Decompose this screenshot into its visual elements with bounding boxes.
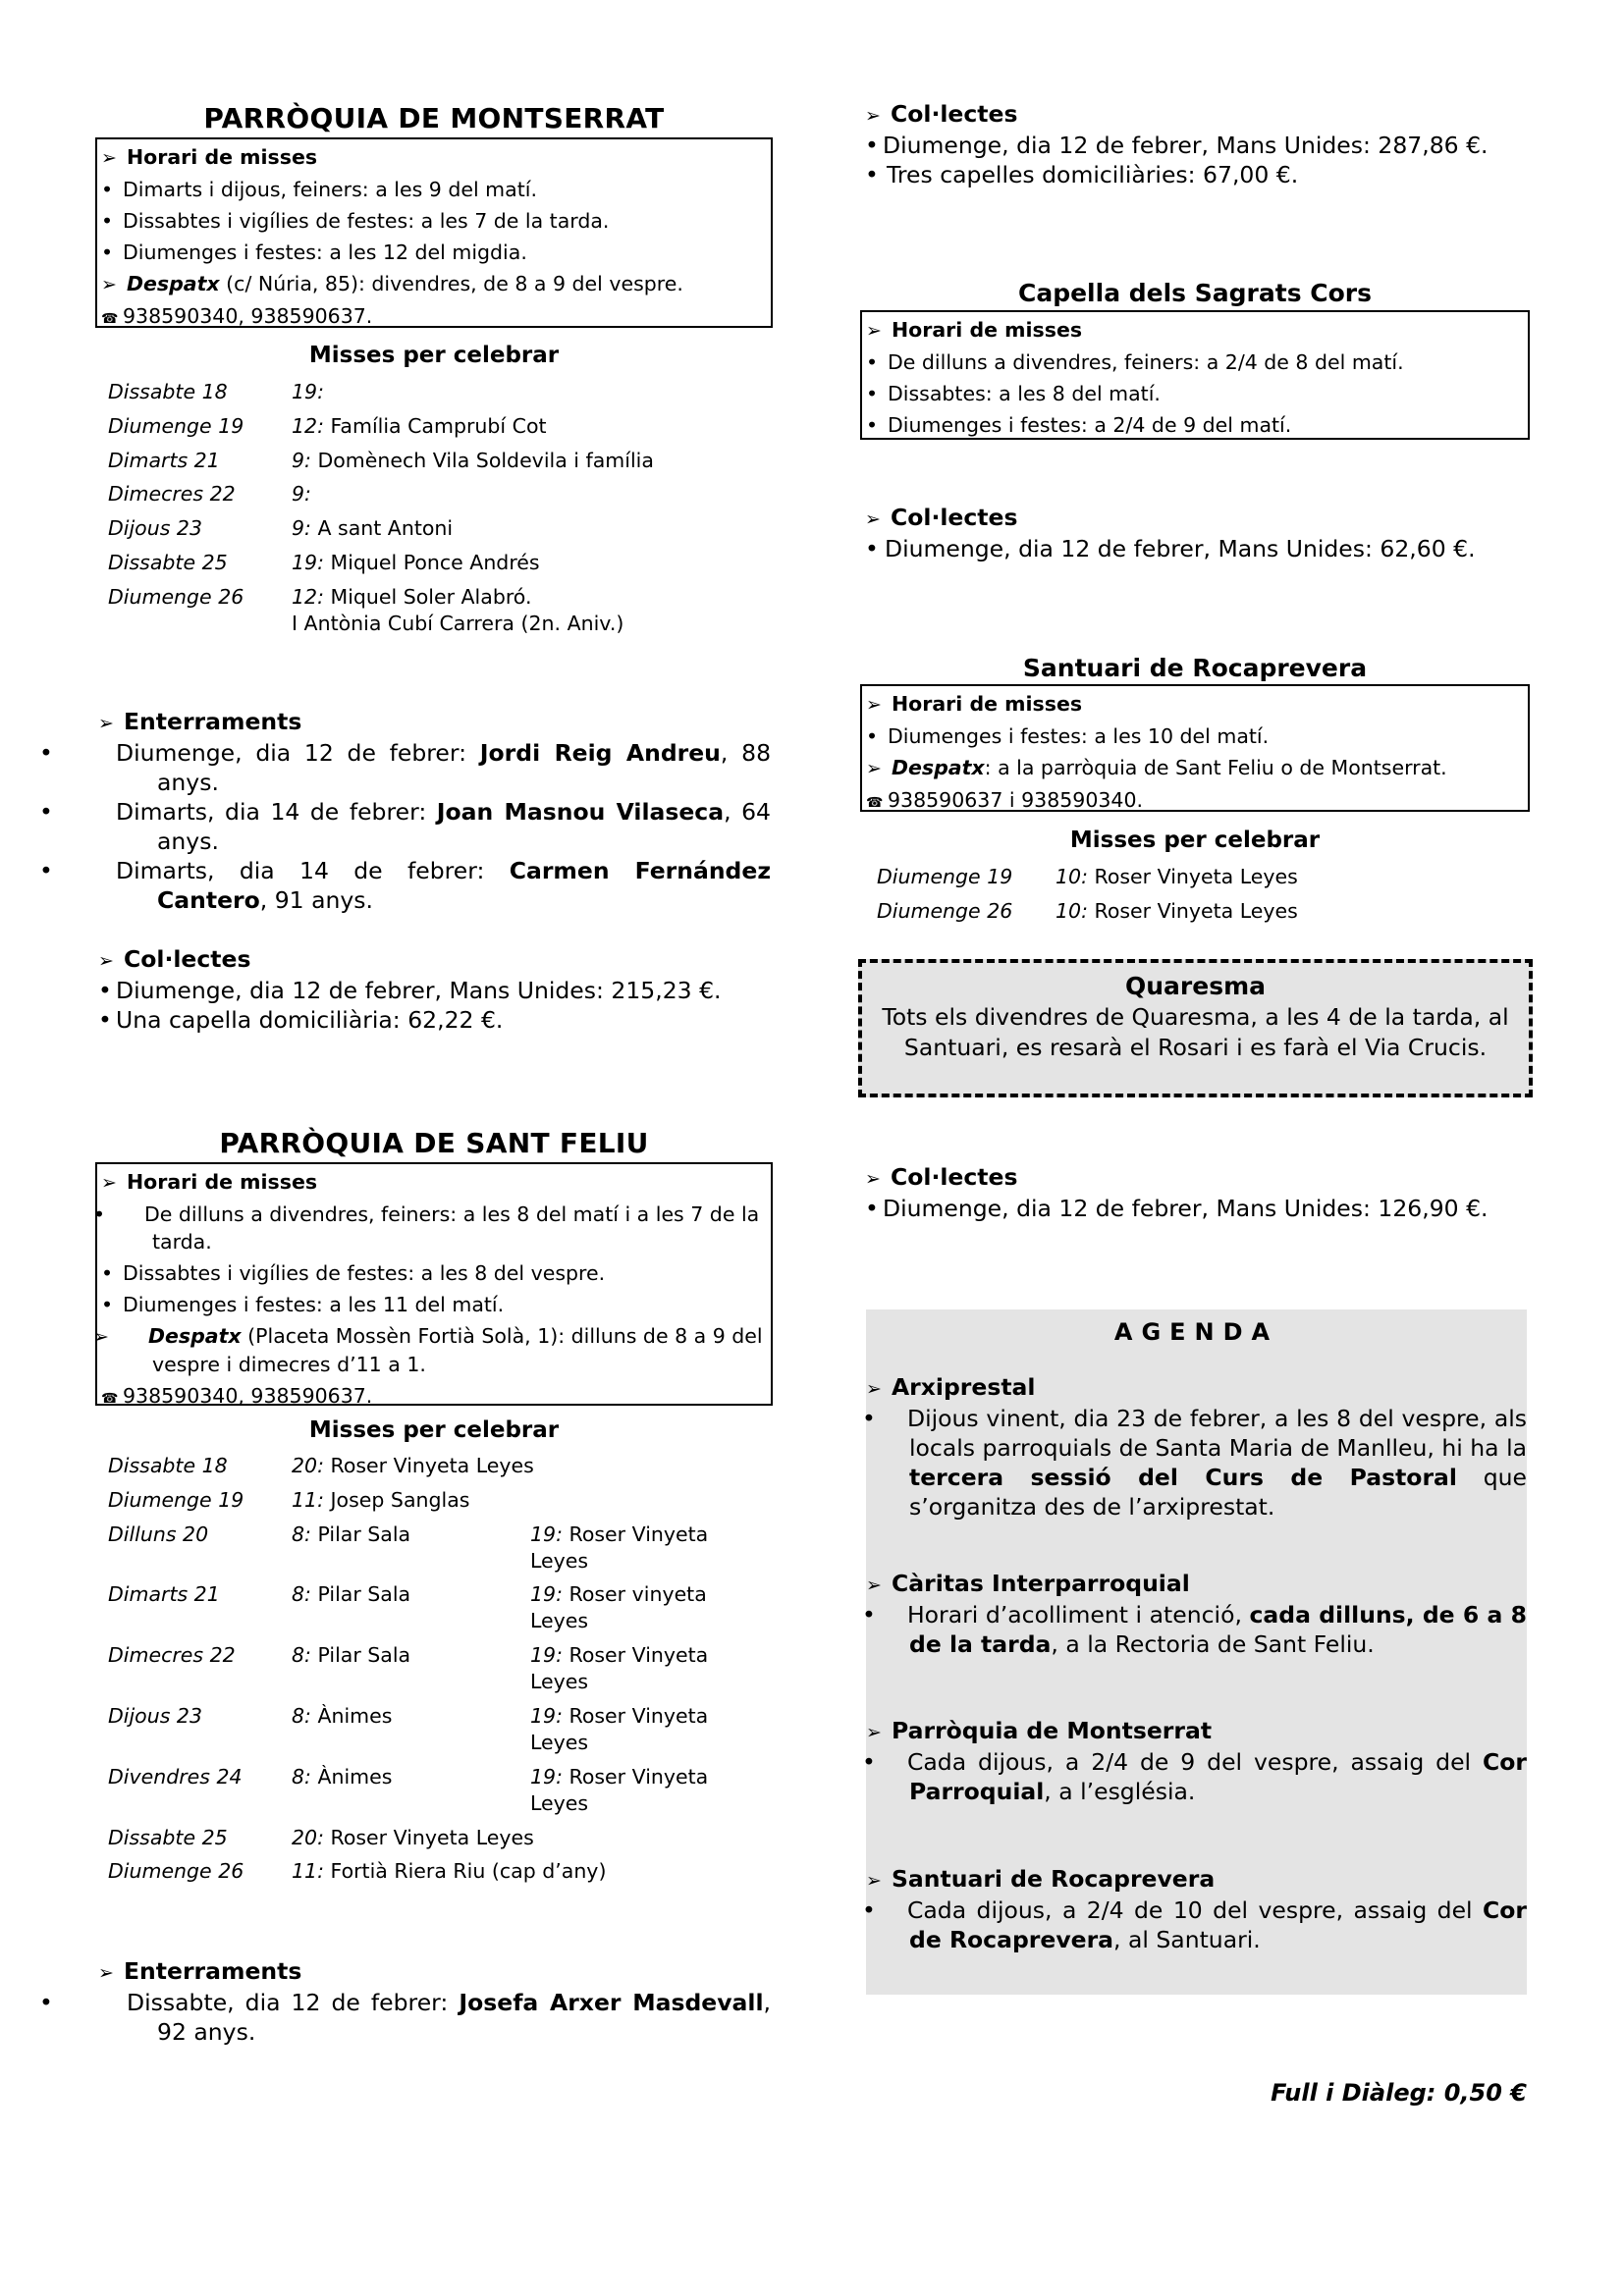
horari-item: • Diumenges i festes: a les 10 del matí. [866, 721, 1528, 752]
phone-icon: ☎ [866, 795, 884, 811]
burial-item: • Dissabte, dia 12 de febrer: Josefa Arxer Masdevall, 92 anys. [39, 1989, 771, 2046]
montserrat-collectes [98, 944, 776, 1035]
bullet-icon: • [865, 161, 879, 188]
bullet-icon: • [98, 977, 112, 1004]
arrow-icon: ➢ [93, 1326, 109, 1348]
agenda-item-text: • Horari d’acolliment i atenció, cada dilluns, de 6 a 8 de la tarda, a la Rectoria de Sant Feliu. [862, 1601, 1528, 1658]
section-heading: ➢ Enterraments [98, 707, 771, 738]
collection-item: • Diumenge, dia 12 de febrer, Mans Unides: 126,90 €. [865, 1195, 1489, 1222]
right-top-collectes [865, 99, 1543, 189]
horari-heading: ➢ Horari de misses [101, 1166, 771, 1199]
bullet-icon: • [39, 1989, 53, 2016]
horari-item: • Dimarts i dijous, feiners: a les 9 del matí. [101, 174, 771, 205]
bullet-icon: • [866, 350, 879, 374]
bullet-icon: • [862, 1748, 876, 1776]
rocaprevera-collectes [865, 1162, 1543, 1223]
despatx-line: ➢ Despatx: a la parròquia de Sant Feliu o de Montserrat. [866, 752, 1528, 784]
bullet-icon: • [98, 1006, 112, 1034]
horari-item: • Dissabtes i vigílies de festes: a les 7 de la tarda. [101, 205, 771, 237]
burial-item: • Diumenge, dia 12 de febrer: Jordi Reig Andreu, 88 anys. [39, 739, 772, 796]
agenda-item-heading: ➢ Arxiprestal [866, 1372, 1527, 1404]
bullet-icon: • [862, 1601, 876, 1629]
agenda-item-text: • Cada dijous, a 2/4 de 10 del vespre, assaig del Cor de Rocaprevera, al Santuari. [862, 1896, 1527, 1953]
sant-feliu-misses-list: Dissabte 18 20: Roser Vinyeta Leyes Diumenge 19 11: Josep Sanglas Dilluns 20 8: Pilar Sala 19: Roser Vinyeta Leyes Dimarts 21 8: Pilar Sala 19: Roser vinyeta Leyes Dimecres 22 8: Pilar Sala 19: Roser Vinyeta Leyes Dijous 23 8: Ànimes 19: Roser Vinyeta Leyes Divendres 24 8: Ànimes 19: Roser Vinyeta Leyes Dissabte 25 20: Roser Vinyeta Leyes Diumenge 26 11: Fortià Riera Riu (cap d’any) [108, 1454, 709, 1883]
arrow-icon: ➢ [98, 950, 114, 972]
sant-feliu-enterraments [39, 1956, 771, 2047]
montserrat-misses-heading: Misses per celebrar [308, 343, 560, 368]
horari-heading: ➢ Horari de misses [101, 141, 771, 174]
horari-item: • De dilluns a divendres, feiners: a 2/4 de 8 del matí. [866, 347, 1528, 378]
collection-item: • Una capella domiciliària: 62,22 €. [98, 1006, 504, 1034]
bullet-icon: • [101, 178, 114, 201]
arrow-icon: ➢ [865, 508, 881, 530]
agenda-item-heading: ➢ Santuari de Rocaprevera [866, 1864, 1527, 1896]
agenda-item-heading: ➢ Càritas Interparroquial [866, 1569, 1527, 1600]
section-heading: ➢ Col·lectes [865, 503, 1543, 534]
arrow-icon: ➢ [866, 320, 882, 342]
quaresma-title: Quaresma [1124, 972, 1266, 1000]
despatx-line: ➢ Despatx (c/ Núria, 85): divendres, de 8 a 9 del vespre. [101, 268, 771, 300]
bullet-icon: • [862, 1405, 876, 1432]
footer-price: Full i Diàleg: 0,50 € [1271, 2079, 1527, 2107]
bullet-icon: • [101, 1261, 114, 1285]
rocaprevera-horari-box [860, 684, 1530, 812]
horari-item: • De dilluns a divendres, feiners: a les 8 del matí i a les 7 de la tarda. [93, 1202, 760, 1254]
arrow-icon: ➢ [866, 1722, 882, 1743]
horari-item: • Diumenges i festes: a les 11 del matí. [101, 1289, 771, 1320]
quaresma-text: Tots els divendres de Quaresma, a les 4 de la tarda, al Santuari, es resarà el Rosari i es farà el Via Crucis. [882, 1003, 1509, 1061]
arrow-icon: ➢ [98, 713, 114, 734]
montserrat-misses-list: Dissabte 18 19: Diumenge 19 12: Família Camprubí Cot Dimarts 21 9: Domènech Vila Soldevila i família Dimecres 22 9: Dijous 23 9: A sant Antoni Dissabte 25 19: Miquel Ponce Andrés Diumenge 26 12: Miquel Soler Alabró. I Antònia Cubí Carrera (2n. Aniv.) [108, 380, 654, 635]
horari-heading: ➢ Horari de misses [866, 688, 1528, 721]
bullet-icon: • [93, 1202, 106, 1226]
arrow-icon: ➢ [866, 1575, 882, 1596]
bullet-icon: • [101, 209, 114, 233]
rocaprevera-misses-heading: Misses per celebrar [1069, 828, 1321, 853]
horari-item: • Dissabtes i vigílies de festes: a les 8 del vespre. [101, 1257, 771, 1289]
rocaprevera-misses-list: Diumenge 19 10: Roser Vinyeta Leyes Diumenge 26 10: Roser Vinyeta Leyes [877, 865, 1298, 923]
agenda-item-text: • Dijous vinent, dia 23 de febrer, a les 8 del vespre, als locals parroquials de Santa Maria de Manlleu, hi ha la tercera sessió del Curs de Pastoral que s’organitza des de l’arxiprestat. [862, 1405, 1527, 1521]
arrow-icon: ➢ [866, 694, 882, 716]
phone-icon: ☎ [101, 311, 119, 327]
bullet-icon: • [39, 739, 53, 767]
montserrat-title: PARRÒQUIA DE MONTSERRAT [203, 102, 665, 134]
sagrats-cors-title: Capella dels Sagrats Cors [1017, 279, 1373, 307]
montserrat-horari-box [95, 137, 773, 328]
phone-line: ☎ 938590340, 938590637. [101, 300, 771, 335]
horari-heading: ➢ Horari de misses [866, 314, 1528, 347]
phone-line: ☎ 938590637 i 938590340. [866, 784, 1528, 819]
collection-item: • Tres capelles domiciliàries: 67,00 €. [865, 161, 1299, 188]
arrow-icon: ➢ [98, 1962, 114, 1984]
arrow-icon: ➢ [866, 1870, 882, 1892]
arrow-icon: ➢ [865, 1168, 881, 1190]
bullet-icon: • [866, 382, 879, 405]
agenda-title: AGENDA [1113, 1318, 1279, 1346]
rocaprevera-title: Santuari de Rocaprevera [1022, 654, 1368, 682]
section-heading: ➢ Col·lectes [865, 99, 1543, 131]
agenda-item-heading: ➢ Parròquia de Montserrat [866, 1716, 1527, 1747]
sant-feliu-title: PARRÒQUIA DE SANT FELIU [219, 1127, 649, 1159]
horari-item: • Diumenges i festes: a les 12 del migdia. [101, 237, 771, 268]
section-heading: ➢ Enterraments [98, 1956, 771, 1988]
agenda-item [862, 1716, 1527, 1806]
bullet-icon: • [865, 535, 879, 562]
agenda-item [862, 1864, 1527, 1954]
bullet-icon: • [101, 240, 114, 264]
bullet-icon: • [865, 1195, 879, 1222]
agenda-box [862, 1309, 1528, 1995]
collection-item: • Diumenge, dia 12 de febrer, Mans Unides: 287,86 €. [865, 132, 1489, 159]
phone-icon: ☎ [101, 1391, 119, 1407]
bullet-icon: • [101, 1293, 114, 1316]
sagrats-cors-collectes [865, 503, 1543, 563]
bullet-icon: • [39, 857, 53, 884]
arrow-icon: ➢ [101, 147, 117, 169]
arrow-icon: ➢ [865, 105, 881, 127]
collection-item: • Diumenge, dia 12 de febrer, Mans Unides: 215,23 €. [98, 977, 722, 1004]
sant-feliu-horari-box [95, 1162, 773, 1406]
horari-item: • Diumenges i festes: a 2/4 de 9 del matí. [866, 409, 1528, 441]
montserrat-enterraments [39, 707, 772, 915]
agenda-item [862, 1372, 1527, 1522]
sagrats-cors-horari-box [860, 310, 1530, 440]
arrow-icon: ➢ [101, 1172, 117, 1194]
quaresma-box [858, 959, 1533, 1097]
despatx-line: ➢ Despatx (Placeta Mossèn Fortià Solà, 1): dilluns de 8 a 9 del vespre i dimecres d’11 a 1. [93, 1324, 763, 1376]
bullet-icon: • [39, 798, 53, 826]
burial-item: • Dimarts, dia 14 de febrer: Joan Masnou Vilaseca, 64 anys. [39, 798, 771, 855]
section-heading: ➢ Col·lectes [865, 1162, 1543, 1194]
agenda-item-text: • Cada dijous, a 2/4 de 9 del vespre, assaig del Cor Parroquial, a l’església. [862, 1748, 1527, 1805]
agenda-item [862, 1569, 1528, 1659]
bullet-icon: • [865, 132, 879, 159]
bullet-icon: • [862, 1896, 876, 1924]
phone-line: ☎ 938590340, 938590637. [101, 1380, 771, 1415]
burial-item: • Dimarts, dia 14 de febrer: Carmen Fernández Cantero, 91 anys. [39, 857, 771, 914]
section-heading: ➢ Col·lectes [98, 944, 776, 976]
bullet-icon: • [866, 724, 879, 748]
arrow-icon: ➢ [101, 274, 117, 295]
horari-item: • Dissabtes: a les 8 del matí. [866, 378, 1528, 409]
arrow-icon: ➢ [866, 1378, 882, 1400]
bullet-icon: • [866, 413, 879, 437]
arrow-icon: ➢ [866, 758, 882, 779]
sant-feliu-misses-heading: Misses per celebrar [308, 1417, 560, 1443]
collection-item: • Diumenge, dia 12 de febrer, Mans Unides: 62,60 €. [865, 535, 1476, 562]
